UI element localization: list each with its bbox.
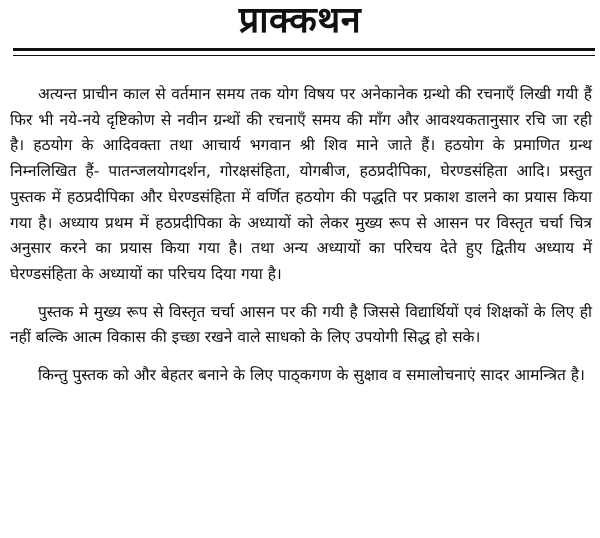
body-text	[10, 82, 592, 401]
paragraph-3: किन्तु पुस्तक को और बेहतर बनाने के लिए पाठ्कगण के सुक्षाव व समालोचनाएं सादर आमन्त्रित है।	[38, 366, 585, 385]
paragraph-1: अत्यन्त प्राचीन काल से वर्तमान समय तक योग विषय पर अनेकानेक ग्रन्थो की रचनाएँ लिखी गयी हैं फिर भी नये-नये दृष्टिकोण से नवीन ग्रन्थों की रचनाएँ समय की माँग और आवश्यकतानुसार रचि जा रही है। हठयोग के आदिवक्ता तथा आचार्य भगवान श्री शिव माने जाते हैं। हठयोग के प्रमाणित ग्रन्थ निम्नलिखित हैं- पातन्जलयोगदर्शन, गोरक्षसंहिता, योगबीज, हठप्रदीपिका, घेरण्डसंहिता आदि। प्रस्तुत पुस्तक में हठप्रदीपिका और घेरण्डसंहिता में वर्णित हठयोग की पद्धति पर प्रकाश डालने का प्रयास किया गया है। अध्याय प्रथम में हठप्रदीपिका के अध्यायों को लेकर मुख्य रूप से आसन पर विस्तृत चर्चा चित्र अनुसार करने का प्रयास किया गया है। तथा अन्य अध्यायों का परिचय देते हुए द्वितीय अध्याय में घेरण्डसंहिता के अध्यायों का परिचय दिया गया है।	[10, 85, 592, 283]
title-divider-thick	[13, 48, 595, 51]
page-title: प्राक्कथन	[238, 0, 362, 41]
paragraph-2: पुस्तक मे मुख्य रूप से विस्तृत चर्चा आसन पर की गयी है जिससे विद्यार्थियों एवं शिक्षकों के लिए ही नहीं बल्कि आत्म विकास की इच्छा रखने वाले साधको के लिए उपयोगी सिद्ध हो सके।	[10, 302, 592, 347]
title-divider-thin	[13, 55, 595, 56]
